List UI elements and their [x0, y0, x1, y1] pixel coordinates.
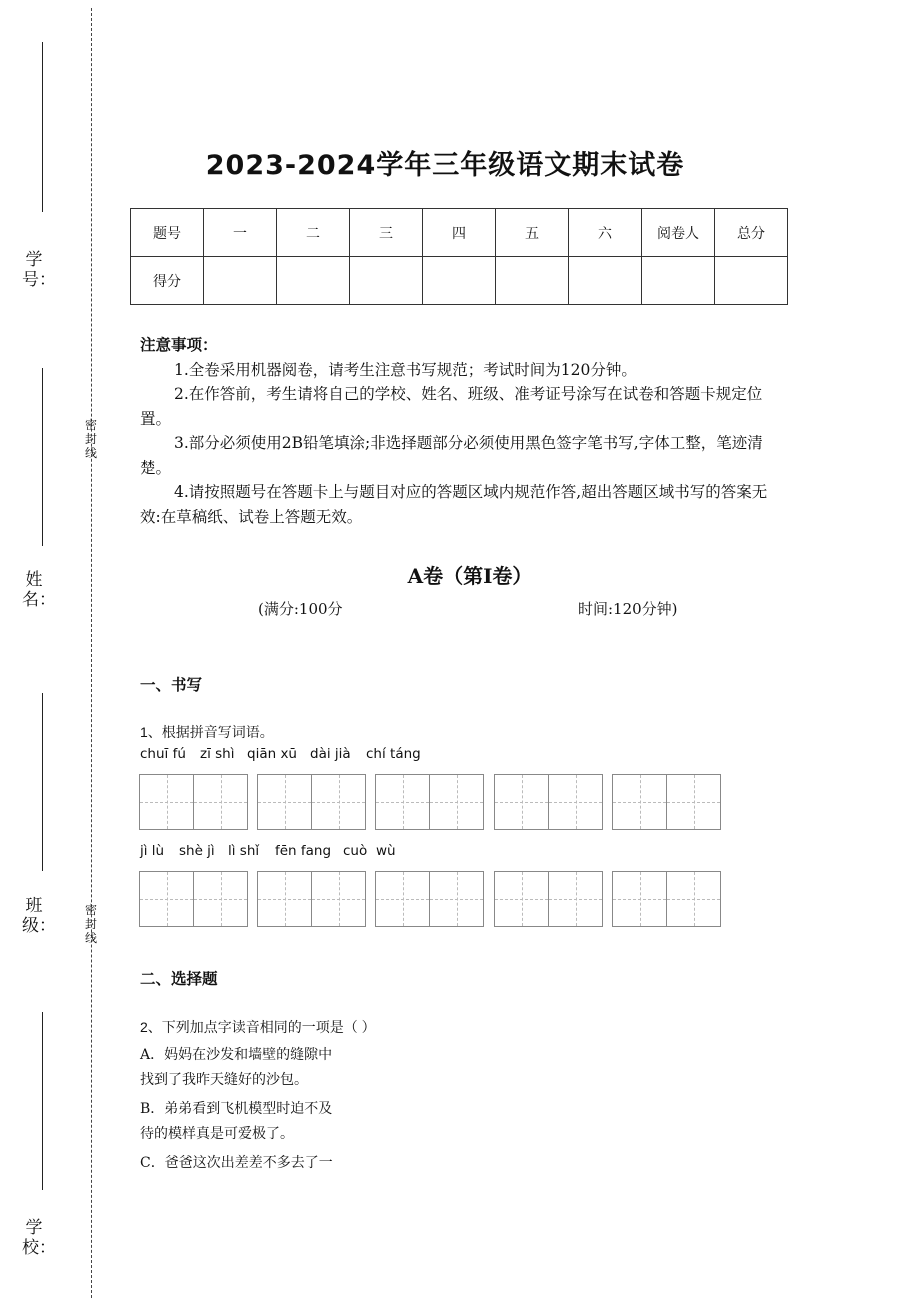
score-cell[interactable]	[642, 257, 715, 305]
pinyin: dài jià	[310, 746, 351, 762]
pinyin: jì lù	[140, 843, 165, 859]
exam-notes	[140, 333, 780, 529]
binding-dashed-line	[91, 8, 92, 1298]
class-line[interactable]	[42, 693, 43, 871]
writing-grid[interactable]	[139, 871, 248, 927]
writing-grid[interactable]	[612, 871, 721, 927]
option-b-line: B．弟弟看到飞机模型时迫不及	[140, 1101, 333, 1117]
notes-item: 4.请按照题号在答题卡上与题目对应的答题区域内规范作答,超出答题区域书写的答案无效:在草稿纸、试卷上答题无效。	[140, 483, 768, 526]
school-line[interactable]	[42, 1012, 43, 1190]
section-a-title: A卷（第Ⅰ卷）	[407, 564, 533, 588]
option-a[interactable]	[140, 1043, 332, 1093]
class-label: 班级：	[22, 896, 56, 936]
full-score-text: (满分:100分	[258, 600, 343, 618]
notes-item: 3.部分必须使用2B铅笔填涂;非选择题部分必须使用黑色签字笔书写,字体工整，笔迹清楚。	[140, 434, 763, 477]
writing-grid[interactable]	[375, 871, 484, 927]
question-1: 1、根据拼音写词语。	[140, 724, 274, 740]
score-cell[interactable]	[496, 257, 569, 305]
option-a-line: A．妈妈在沙发和墙壁的缝隙中	[140, 1047, 333, 1063]
option-b-line: 待的模样真是可爱极了。	[140, 1126, 294, 1142]
writing-grid[interactable]	[139, 774, 248, 830]
pinyin: shè jì	[179, 843, 215, 859]
pinyin: qiān xū	[247, 746, 297, 762]
score-table-header: 一	[204, 209, 277, 257]
option-c-line: C．爸爸这次出差差不多去了一	[140, 1155, 333, 1171]
option-a-line: 找到了我昨天缝好的沙包。	[140, 1072, 308, 1088]
writing-grid[interactable]	[375, 774, 484, 830]
score-table	[130, 208, 788, 305]
notes-item: 1.全卷采用机器阅卷，请考生注意书写规范；考试时间为120分钟。	[174, 360, 637, 379]
notes-item: 2.在作答前，考生请将自己的学校、姓名、班级、准考证号涂写在试卷和答题卡规定位置。	[140, 385, 763, 428]
pinyin: cuò	[343, 843, 368, 859]
score-table-score-row	[131, 257, 788, 305]
score-table-header: 题号	[131, 209, 204, 257]
score-cell[interactable]	[350, 257, 423, 305]
pinyin: zī shì	[200, 746, 235, 762]
score-row-label: 得分	[131, 257, 204, 305]
name-label: 姓名：	[22, 570, 56, 610]
score-cell[interactable]	[569, 257, 642, 305]
name-line[interactable]	[42, 368, 43, 546]
pinyin: lì shǐ	[228, 843, 260, 859]
score-cell[interactable]	[423, 257, 496, 305]
score-table-header-row	[131, 209, 788, 257]
exam-title: 2023-2024学年三年级语文期末试卷	[205, 150, 685, 181]
pinyin: fēn fang	[275, 843, 332, 859]
part1-heading: 一、书写	[140, 675, 203, 694]
school-label: 学校：	[22, 1218, 56, 1258]
student-id-line[interactable]	[42, 42, 43, 212]
score-table-header: 六	[569, 209, 642, 257]
score-cell[interactable]	[204, 257, 277, 305]
part2-heading: 二、选择题	[140, 969, 218, 988]
writing-grid[interactable]	[612, 774, 721, 830]
pinyin: wù	[376, 843, 396, 859]
writing-grid[interactable]	[494, 871, 603, 927]
notes-heading: 注意事项：	[140, 335, 218, 354]
time-text: 时间:120分钟)	[578, 600, 678, 618]
score-table-header: 二	[277, 209, 350, 257]
writing-grid[interactable]	[257, 871, 366, 927]
student-id-label: 学号：	[22, 250, 56, 290]
seal-mark-top: 密封线	[84, 418, 97, 460]
score-table-header: 五	[496, 209, 569, 257]
score-table-header: 三	[350, 209, 423, 257]
seal-mark-bottom: 密封线	[84, 903, 97, 945]
question-2: 2、下列加点字读音相同的一项是（ ）	[140, 1019, 376, 1035]
score-table-header: 总分	[715, 209, 788, 257]
score-table-header: 四	[423, 209, 496, 257]
option-c[interactable]	[140, 1151, 333, 1176]
score-cell[interactable]	[715, 257, 788, 305]
pinyin: chí táng	[366, 746, 421, 762]
score-cell[interactable]	[277, 257, 350, 305]
score-table-header: 阅卷人	[642, 209, 715, 257]
pinyin: chuī fú	[140, 746, 186, 762]
option-b[interactable]	[140, 1097, 332, 1147]
writing-grid[interactable]	[494, 774, 603, 830]
writing-grid[interactable]	[257, 774, 366, 830]
